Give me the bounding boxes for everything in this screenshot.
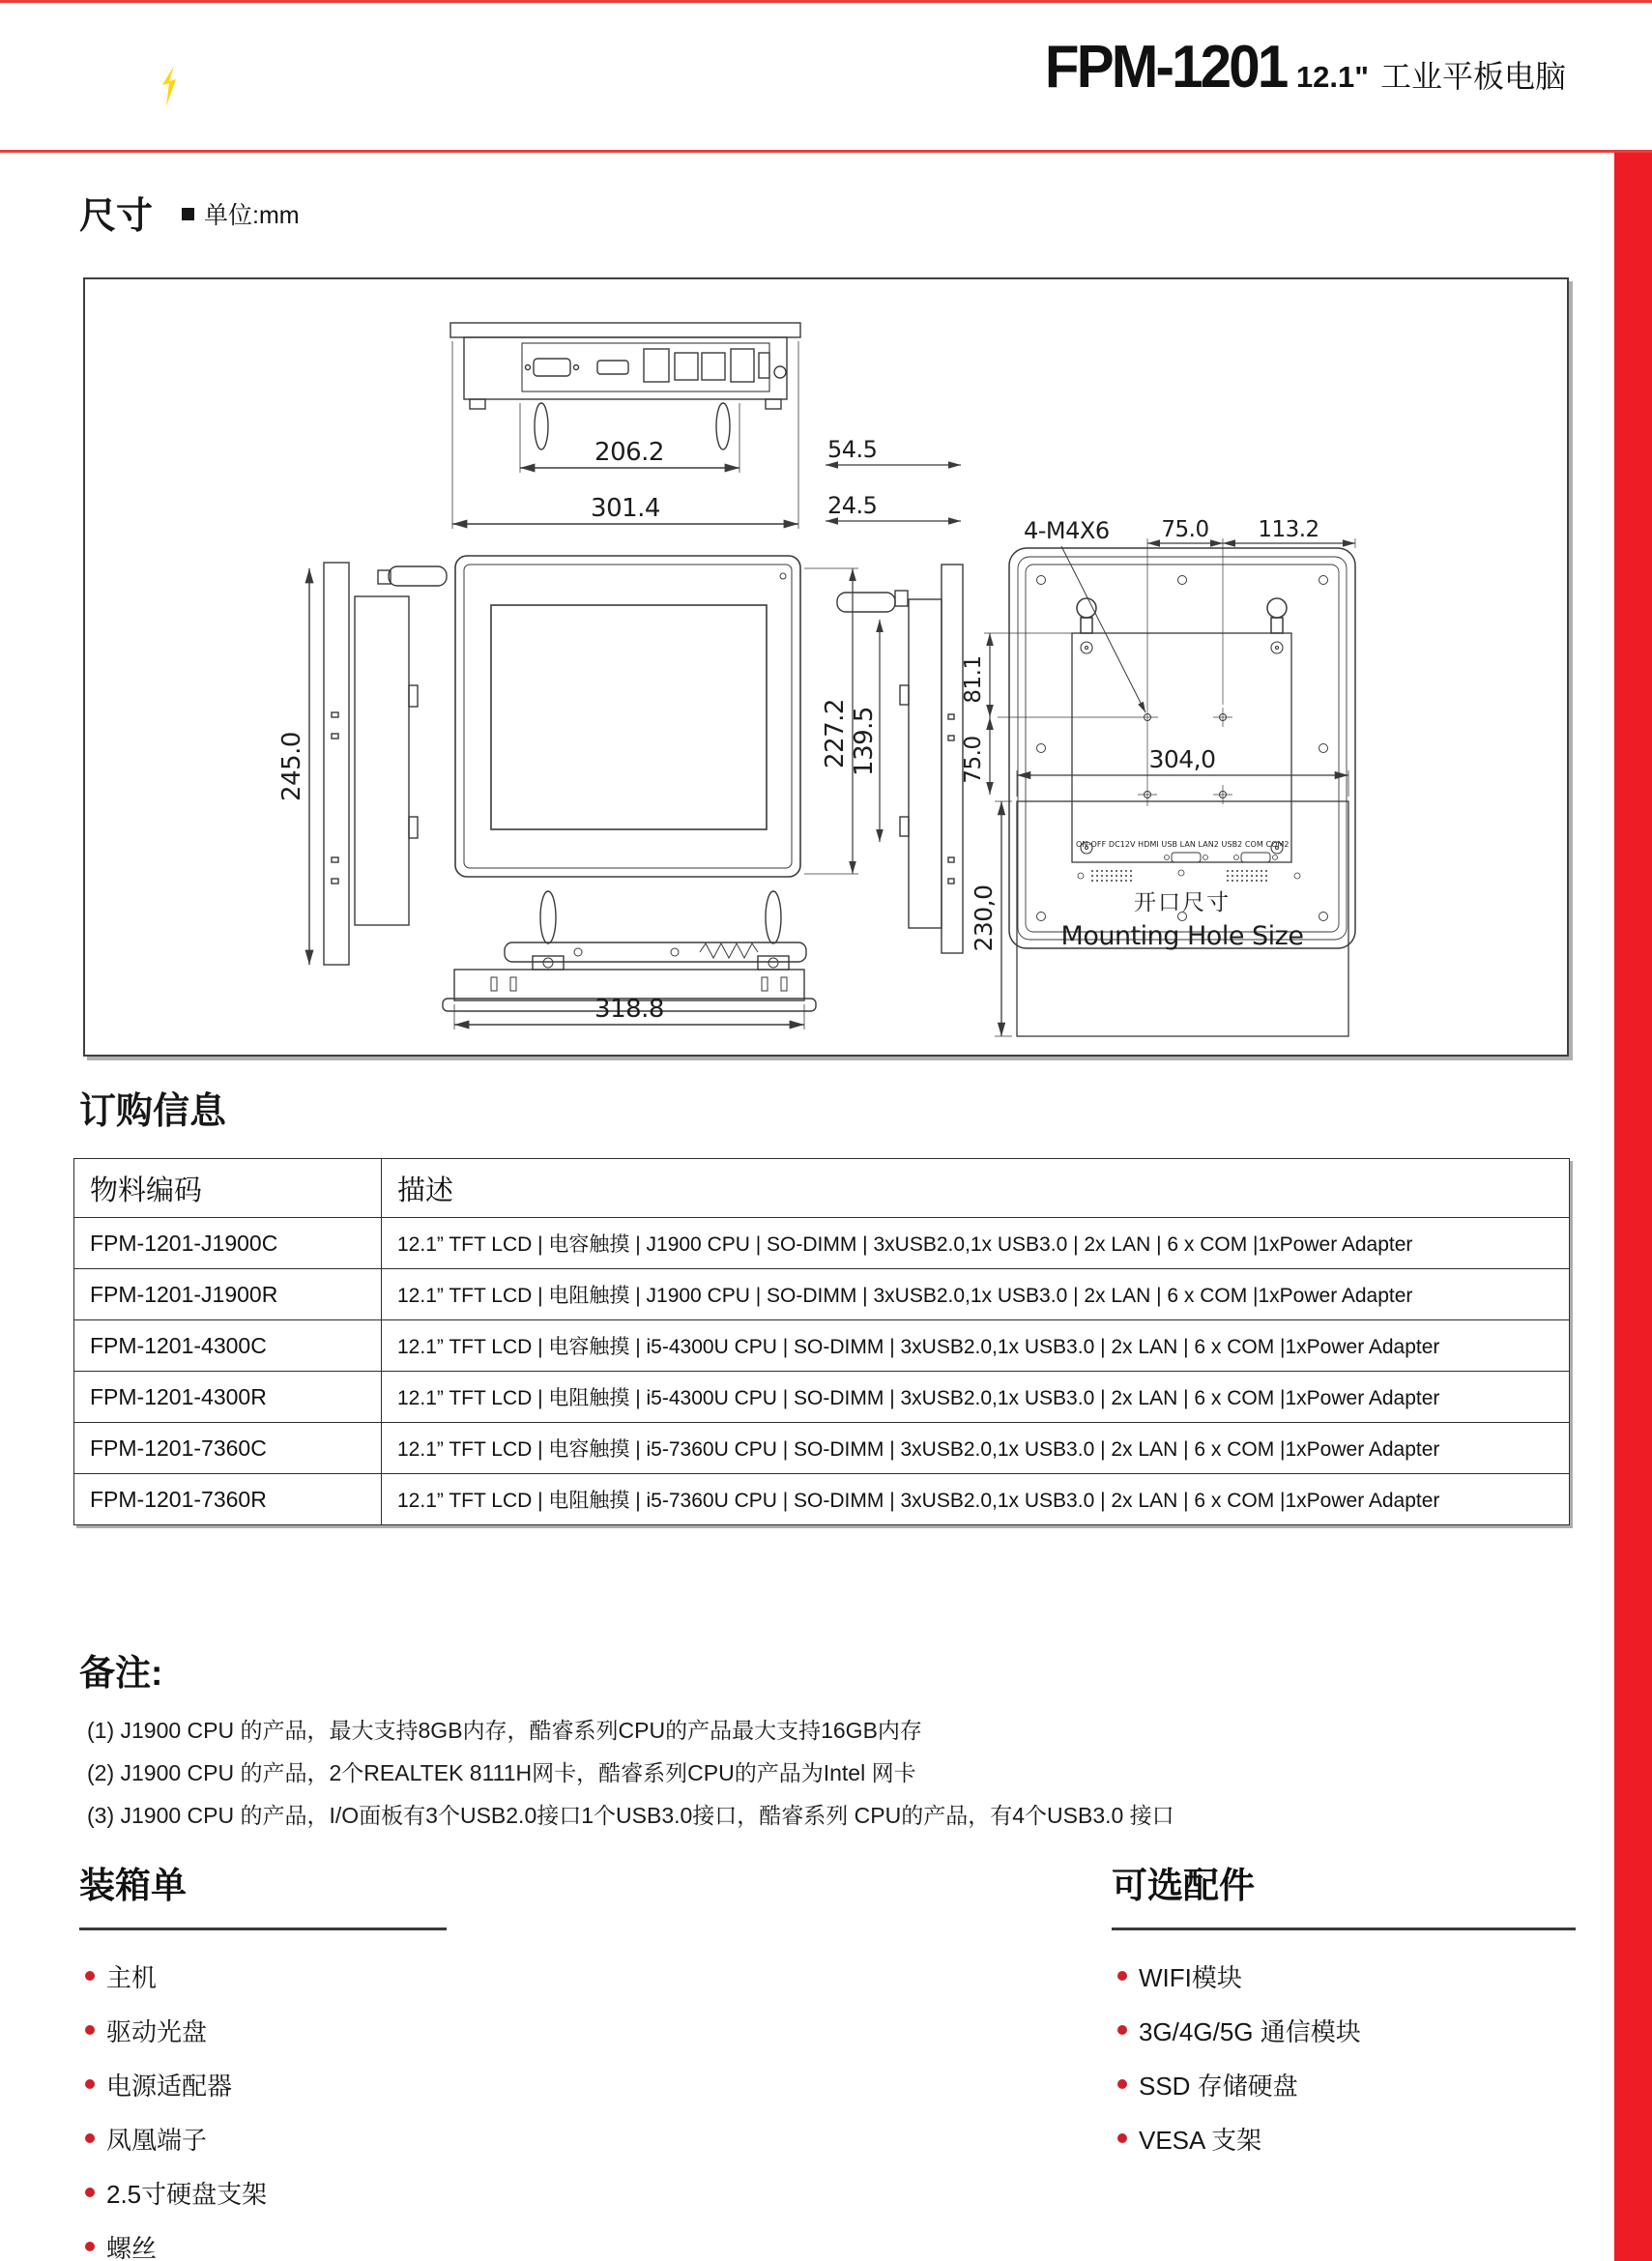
note-line: (2) J1900 CPU 的产品，2个REALTEK 8111H网卡，酷睿系列CPU的产品为Intel 网卡 xyxy=(87,1760,916,1785)
dim-vesa-w: 75.0 xyxy=(1161,517,1209,542)
rear-view xyxy=(984,538,1355,948)
dim-depth-total: 54.5 xyxy=(827,436,878,463)
unit-bullet-icon xyxy=(182,208,194,220)
part-desc: 12.1” TFT LCD | 电容触摸 | J1900 CPU | SO-DIMM | 3xUSB2.0,1x USB3.0 | 2x LAN | 6 x COM |1xPower Adapter xyxy=(382,1218,1570,1269)
part-code: FPM-1201-4300C xyxy=(74,1320,382,1372)
bullet-dot-icon xyxy=(85,2188,95,2197)
accessories-rule xyxy=(1112,1928,1576,1930)
col-header-code: 物料编码 xyxy=(74,1159,382,1218)
list-item-label: 电源适配器 xyxy=(106,2071,233,2101)
table-row xyxy=(74,1269,1570,1320)
rear-port-labels: ON-OFF DC12V HDMI USB LAN LAN2 USB2 COM COM2 xyxy=(1076,840,1289,849)
dim-side-height: 245.0 xyxy=(277,732,306,801)
notes-list xyxy=(87,1709,1174,1837)
list-item-label: 驱动光盘 xyxy=(106,2016,208,2046)
table-header-row xyxy=(74,1159,1570,1218)
dim-hole-width: 304,0 xyxy=(1148,745,1216,773)
product-model: FPM-1201 xyxy=(1045,34,1287,101)
list-item-label: SSD 存储硬盘 xyxy=(1139,2071,1298,2101)
part-code: FPM-1201-7360C xyxy=(74,1423,382,1474)
ordering-table xyxy=(73,1158,1570,1525)
list-item-label: VESA 支架 xyxy=(1139,2125,1262,2155)
bullet-dot-icon xyxy=(1117,2025,1127,2035)
note-line: (1) J1900 CPU 的产品，最大支持8GB内存，酷睿系列CPU的产品最大支持16GB内存 xyxy=(87,1718,922,1743)
dim-vesa-v: 75.0 xyxy=(961,736,986,784)
front-view xyxy=(455,556,800,877)
top-red-rule xyxy=(0,0,1652,3)
bullet-dot-icon xyxy=(85,2079,95,2089)
list-item xyxy=(1117,2003,1361,2057)
list-item-label: 3G/4G/5G 通信模块 xyxy=(1139,2016,1361,2046)
packing-rule xyxy=(79,1928,447,1930)
list-item-label: 主机 xyxy=(106,1962,158,1992)
product-type: 工业平板电脑 xyxy=(1379,59,1566,94)
hole-label-en: Mounting Hole Size xyxy=(1060,921,1304,951)
vesa-label: 4-M4X6 xyxy=(1024,517,1110,544)
table-row xyxy=(74,1372,1570,1423)
table-row xyxy=(74,1320,1570,1372)
part-desc: 12.1” TFT LCD | 电阻触摸 | J1900 CPU | SO-DIMM | 3xUSB2.0,1x USB3.0 | 2x LAN | 6 x COM |1xPower Adapter xyxy=(382,1269,1570,1320)
header-red-rule xyxy=(0,150,1652,153)
brand-lightning-icon xyxy=(160,66,182,111)
list-item xyxy=(85,2003,267,2057)
dimension-drawing xyxy=(83,277,1569,1057)
packing-list xyxy=(85,1949,267,2261)
list-item-label: 2.5寸硬盘支架 xyxy=(106,2179,268,2209)
note-line: (3) J1900 CPU 的产品，I/O面板有3个USB2.0接口1个USB3.0接口，酷睿系列 CPU的产品，有4个USB3.0 接口 xyxy=(87,1803,1174,1828)
bullet-dot-icon xyxy=(1117,2079,1127,2089)
list-item xyxy=(85,2165,267,2219)
bullet-dot-icon xyxy=(85,2242,95,2251)
dimensions-title: 尺寸 xyxy=(79,196,154,237)
hole-label-cn: 开口尺寸 xyxy=(1134,890,1231,915)
list-item xyxy=(85,1949,267,2003)
dim-rear-body-height: 139.5 xyxy=(850,707,879,776)
list-item xyxy=(85,2219,267,2261)
list-item xyxy=(85,2111,267,2165)
dim-hole-height: 230,0 xyxy=(970,884,998,952)
screen-size: 12.1" xyxy=(1295,60,1369,94)
list-item-label: 螺丝 xyxy=(106,2233,158,2261)
part-code: FPM-1201-7360R xyxy=(74,1474,382,1525)
dim-vesa-right: 113.2 xyxy=(1258,517,1319,542)
list-item-label: WIFI模块 xyxy=(1139,1962,1242,1992)
part-code: FPM-1201-J1900R xyxy=(74,1269,382,1320)
dim-depth-body: 24.5 xyxy=(827,492,878,519)
part-desc: 12.1” TFT LCD | 电阻触摸 | i5-7360U CPU | SO-DIMM | 3xUSB2.0,1x USB3.0 | 2x LAN | 6 x COM |1xPower Adapter xyxy=(382,1474,1570,1525)
table-row xyxy=(74,1218,1570,1269)
dim-vesa-top: 81.1 xyxy=(961,655,986,704)
dim-top-inner: 206.2 xyxy=(594,438,664,467)
accessories-list xyxy=(1117,1949,1361,2165)
cad-drawing-svg xyxy=(85,279,1567,1055)
left-side-view xyxy=(309,563,447,965)
unit-label: 单位:mm xyxy=(204,201,300,229)
list-item xyxy=(1117,2111,1361,2165)
part-code: FPM-1201-4300R xyxy=(74,1372,382,1423)
bullet-dot-icon xyxy=(85,1971,95,1981)
accessories-title: 可选配件 xyxy=(1112,1866,1255,1905)
list-item xyxy=(1117,2057,1361,2111)
notes-title: 备注: xyxy=(79,1653,163,1693)
dimensions-header xyxy=(79,186,300,239)
dim-front-height: 227.2 xyxy=(821,699,850,768)
ordering-title: 订购信息 xyxy=(79,1091,227,1132)
list-item xyxy=(85,2057,267,2111)
bullet-dot-icon xyxy=(85,2025,95,2035)
col-header-desc: 描述 xyxy=(382,1159,1570,1218)
table-row xyxy=(74,1474,1570,1525)
right-red-band xyxy=(1614,153,1652,2261)
bullet-dot-icon xyxy=(85,2133,95,2143)
bullet-dot-icon xyxy=(1117,2133,1127,2143)
dim-bottom-width: 318.8 xyxy=(594,995,664,1024)
dim-top-outer: 301.4 xyxy=(591,494,660,523)
bullet-dot-icon xyxy=(1117,1971,1127,1981)
part-code: FPM-1201-J1900C xyxy=(74,1218,382,1269)
masthead xyxy=(1029,33,1566,101)
packing-title: 装箱单 xyxy=(79,1866,187,1905)
part-desc: 12.1” TFT LCD | 电容触摸 | i5-4300U CPU | SO-DIMM | 3xUSB2.0,1x USB3.0 | 2x LAN | 6 x COM |1xPower Adapter xyxy=(382,1320,1570,1372)
part-desc: 12.1” TFT LCD | 电阻触摸 | i5-4300U CPU | SO-DIMM | 3xUSB2.0,1x USB3.0 | 2x LAN | 6 x COM |1xPower Adapter xyxy=(382,1372,1570,1423)
table-row xyxy=(74,1423,1570,1474)
list-item xyxy=(1117,1949,1361,2003)
list-item-label: 凤凰端子 xyxy=(106,2125,208,2155)
part-desc: 12.1” TFT LCD | 电容触摸 | i5-7360U CPU | SO-DIMM | 3xUSB2.0,1x USB3.0 | 2x LAN | 6 x COM |1xPower Adapter xyxy=(382,1423,1570,1474)
